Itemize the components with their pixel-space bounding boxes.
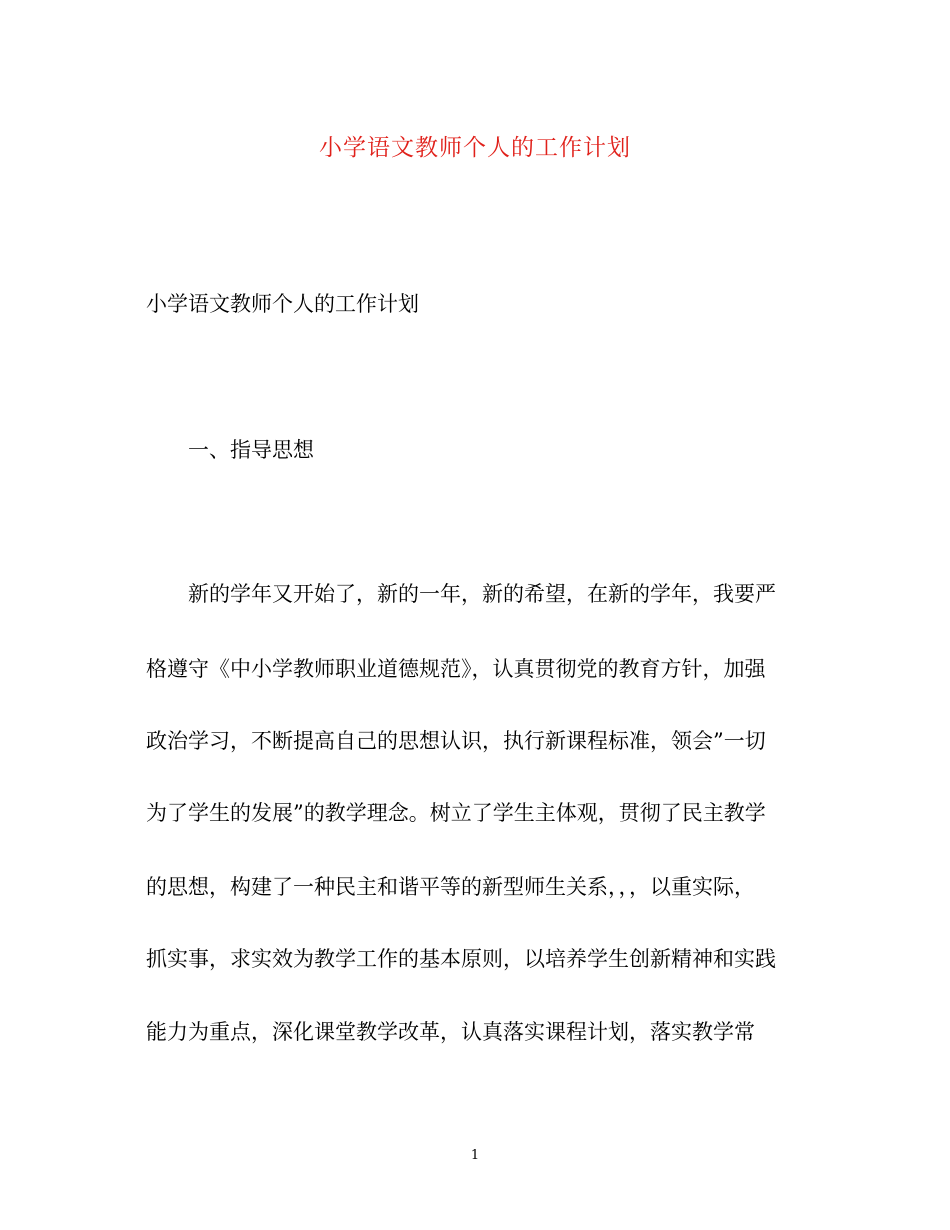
paragraph-line: 抓实事，求实效为教学工作的基本原则，以培养学生创新精神和实践 [146, 947, 776, 971]
page-number: 1 [470, 1148, 480, 1163]
section-heading: 一、指导思想 [188, 438, 314, 462]
paragraph-line: 能力为重点，深化课堂教学改革，认真落实课程计划，落实教学常 [146, 1020, 755, 1044]
document-subtitle: 小学语文教师个人的工作计划 [146, 292, 419, 316]
paragraph-line: 格遵守《中小学教师职业道德规范》，认真贯彻党的教育方针，加强 [146, 657, 766, 681]
document-title: 小学语文教师个人的工作计划 [319, 135, 631, 161]
paragraph-line: 政治学习，不断提高自己的思想认识，执行新课程标准，领会”一切 [146, 729, 766, 753]
paragraph-line: 新的学年又开始了，新的一年，新的希望，在新的学年，我要严 [188, 582, 776, 606]
paragraph-line: 的思想，构建了一种民主和谐平等的新型师生关系，，，以重实际， [146, 875, 755, 899]
paragraph-line: 为了学生的发展”的教学理念。树立了学生主体观，贯彻了民主教学 [146, 801, 766, 825]
